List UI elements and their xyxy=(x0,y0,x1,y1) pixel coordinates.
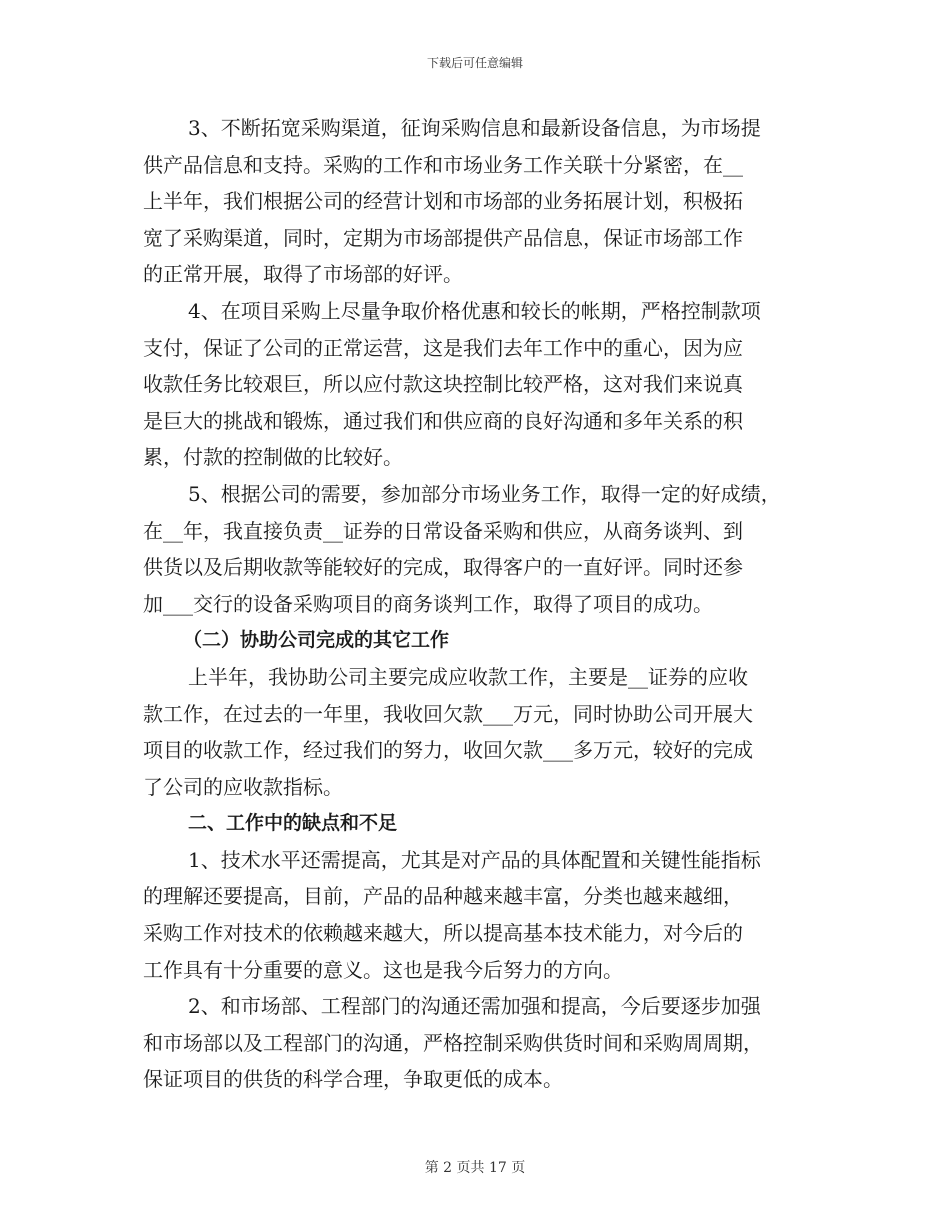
paragraph-line: 项目的收款工作，经过我们的努力，收回欠款___多万元，较好的完成 xyxy=(143,738,753,763)
page-footer: 第 2 页共 17 页 xyxy=(424,1160,526,1176)
paragraph-line: 的理解还要提高，目前，产品的品种越来越丰富，分类也越来越细， xyxy=(143,884,743,909)
section-heading: 二、工作中的缺点和不足 xyxy=(188,812,398,835)
paragraph-line: 3、不断拓宽采购渠道，征询采购信息和最新设备信息，为市场提 xyxy=(188,116,761,140)
paragraph-line: 保证项目的供货的科学合理，争取更低的成本。 xyxy=(143,1067,563,1092)
paragraph-line: 采购工作对技术的依赖越来越大，所以提高基本技术能力，对今后的 xyxy=(143,921,743,946)
paragraph-line: 款工作，在过去的一年里，我收回欠款___万元，同时协助公司开展大 xyxy=(143,701,753,726)
paragraph-line: 4、在项目采购上尽量争取价格优惠和较长的帐期，严格控制款项 xyxy=(188,298,761,323)
paragraph-line: 支付，保证了公司的正常运营，这是我们去年工作中的重心，因为应 xyxy=(143,335,743,360)
page-header: 下载后可任意编辑 xyxy=(426,56,523,70)
paragraph-line: 累，付款的控制做的比较好。 xyxy=(143,445,403,470)
paragraph-line: 工作具有十分重要的意义。这也是我今后努力的方向。 xyxy=(143,957,623,982)
paragraph-line: 上半年，我协助公司主要完成应收款工作，主要是__证券的应收 xyxy=(188,664,748,689)
paragraph-line: 宽了采购渠道，同时，定期为市场部提供产品信息，保证市场部工作 xyxy=(143,225,743,250)
paragraph-line: 加___交行的设备采购项目的商务谈判工作，取得了项目的成功。 xyxy=(143,591,713,616)
paragraph-line: 供货以及后期收款等能较好的完成，取得客户的一直好评。同时还参 xyxy=(143,555,743,580)
paragraph-line: 上半年，我们根据公司的经营计划和市场部的业务拓展计划，积极拓 xyxy=(143,189,743,214)
paragraph-line: 和市场部以及工程部门的沟通，严格控制采购供货时间和采购周周期， xyxy=(143,1030,763,1055)
section-heading: （二）协助公司完成的其它工作 xyxy=(183,629,450,652)
document-body xyxy=(143,110,813,1098)
paragraph-line: 收款任务比较艰巨，所以应付款这块控制比较严格，这对我们来说真 xyxy=(143,372,743,397)
paragraph-line: 供产品信息和支持。采购的工作和市场业务工作关联十分紧密，在__ xyxy=(143,152,743,177)
paragraph-line: 是巨大的挑战和锻炼，通过我们和供应商的良好沟通和多年关系的积 xyxy=(143,408,743,433)
paragraph-line: 在__年，我直接负责__证券的日常设备采购和供应，从商务谈判、到 xyxy=(143,518,743,543)
paragraph-line: 2、和市场部、工程部门的沟通还需加强和提高，今后要逐步加强 xyxy=(188,994,761,1019)
paragraph-line: 了公司的应收款指标。 xyxy=(143,774,343,799)
paragraph-line: 5、根据公司的需要，参加部分市场业务工作，取得一定的好成绩， xyxy=(188,481,781,506)
paragraph-line: 的正常开展，取得了市场部的好评。 xyxy=(143,262,463,287)
paragraph-line: 1、技术水平还需提高，尤其是对产品的具体配置和关键性能指标 xyxy=(188,847,761,872)
